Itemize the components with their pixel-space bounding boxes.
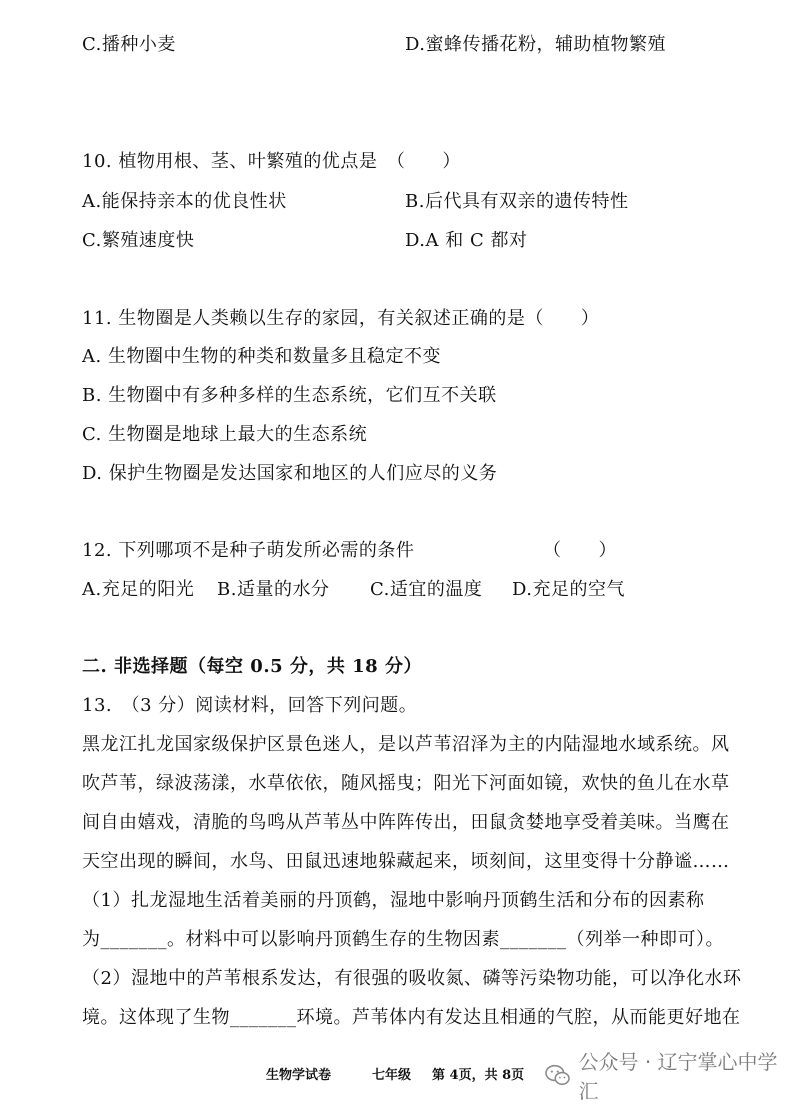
- q9-option-c: C.播种小麦: [82, 34, 176, 55]
- q11-option-a: A. 生物圈中生物的种类和数量多且稳定不变: [82, 346, 441, 367]
- q12-option-d: D.充足的空气: [512, 579, 626, 600]
- footer-grade: 七年级: [372, 1068, 412, 1083]
- watermark: [545, 1046, 793, 1104]
- q11-stem: 11. 生物圈是人类赖以生存的家园，有关叙述正确的是（ ）: [82, 308, 600, 329]
- q13-sub1-line-1: （1）扎龙湿地生活着美丽的丹顶鹤，湿地中影响丹顶鹤生活和分布的因素称: [82, 890, 705, 911]
- q13-passage-line-3: 间自由嬉戏，清脆的鸟鸣从芦苇丛中阵阵传出，田鼠贪婪地享受着美味。当鹰在: [82, 812, 730, 833]
- footer-page: 第 4页，共 8页: [432, 1068, 525, 1083]
- q13-passage-line-2: 吹芦苇，绿波荡漾，水草依依，随风摇曳；阳光下河面如镜，欢快的鱼儿在水草: [82, 773, 730, 794]
- q12-option-c: C.适宜的温度: [370, 579, 483, 600]
- q10-option-d: D.A 和 C 都对: [405, 230, 528, 251]
- q13-passage-line-1: 黑龙江扎龙国家级保护区景色迷人，是以芦苇沼泽为主的内陆湿地水域系统。风: [82, 734, 730, 755]
- q10-stem: 10. 植物用根、茎、叶繁殖的优点是 （ ）: [82, 151, 461, 172]
- q13-stem: 13. （3 分）阅读材料，回答下列问题。: [82, 695, 418, 716]
- q13-passage-line-4: 天空出现的瞬间，水鸟、田鼠迅速地躲藏起来，顷刻间，这里变得十分静谧……: [82, 851, 730, 872]
- q11-option-d: D. 保护生物圈是发达国家和地区的人们应尽的义务: [82, 463, 498, 484]
- wechat-icon: [545, 1063, 570, 1087]
- q13-sub1-line-2: 为_______。材料中可以影响丹顶鹤生存的生物因素_______（列举一种即可）。: [82, 929, 724, 950]
- q12-option-b: B.适量的水分: [217, 579, 330, 600]
- watermark-text: 公众号 · 辽宁掌心中学汇: [578, 1050, 778, 1103]
- q12-stem: 12. 下列哪项不是种子萌发所必需的条件: [82, 540, 415, 561]
- section-title: 二. 非选择题（每空 0.5 分，共 18 分）: [82, 656, 422, 677]
- footer-subject: 生物学试卷: [266, 1068, 332, 1083]
- q10-option-a: A.能保持亲本的优良性状: [82, 191, 287, 212]
- q9-option-d: D.蜜蜂传播花粉，辅助植物繁殖: [405, 34, 667, 55]
- q13-sub2-line-2: 境。这体现了生物_______环境。芦苇体内有发达且相通的气腔，从而能更好地在: [82, 1007, 741, 1028]
- q10-option-c: C.繁殖速度快: [82, 230, 195, 251]
- q12-option-a: A.充足的阳光: [82, 579, 195, 600]
- q12-answer-paren: （ ）: [543, 540, 617, 561]
- q10-option-b: B.后代具有双亲的遗传特性: [405, 191, 629, 212]
- q11-option-b: B. 生物圈中有多种多样的生态系统，它们互不关联: [82, 385, 497, 406]
- q13-sub2-line-1: （2）湿地中的芦苇根系发达，有很强的吸收氮、磷等污染物功能，可以净化水环: [82, 968, 742, 989]
- q11-option-c: C. 生物圈是地球上最大的生态系统: [82, 424, 368, 445]
